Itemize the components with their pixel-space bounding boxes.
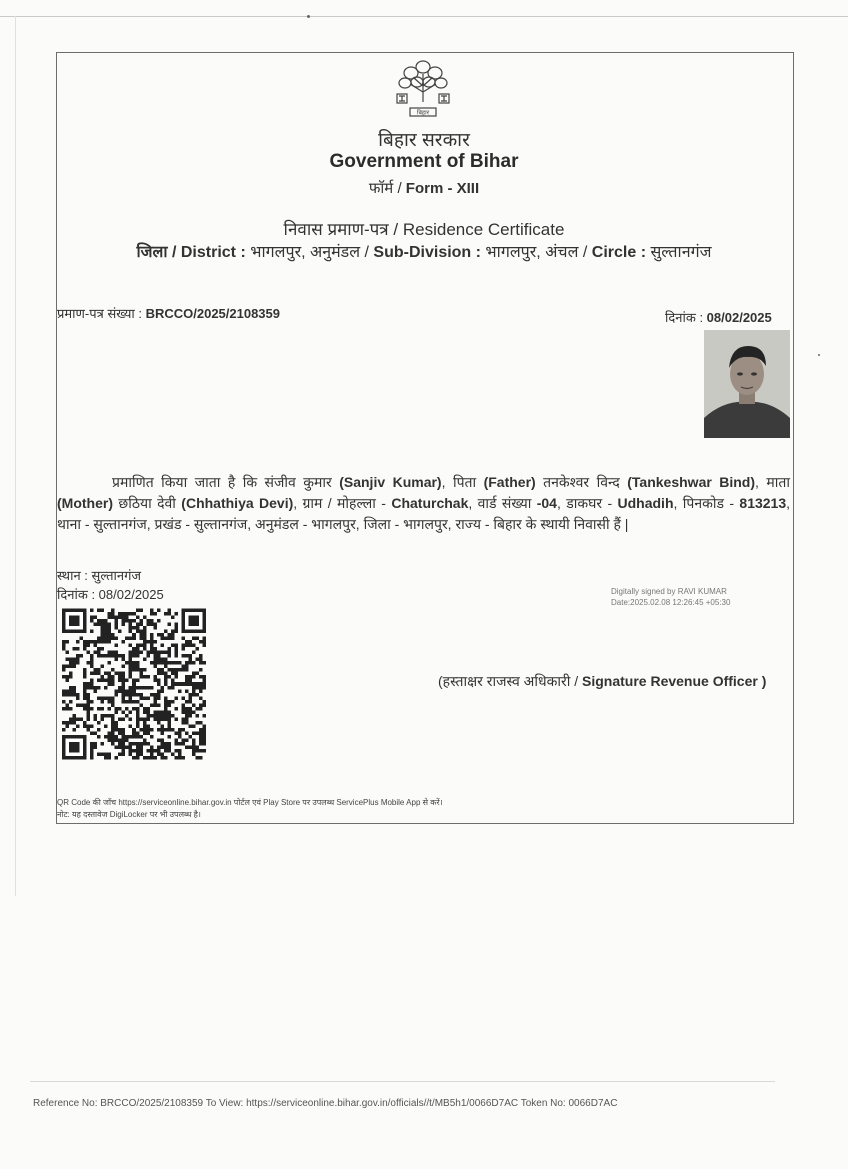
emblem-label: बिहार	[416, 109, 430, 117]
reference-line: Reference No: BRCCO/2025/2108359 To View: https://serviceonline.bihar.gov.in/officials//t/MB5h1/0066D7AC Token No: 0066D7AC	[33, 1098, 618, 1109]
qr-code[interactable]	[62, 608, 206, 760]
digilocker-note: नोट: यह दस्तावेज DigiLocker पर भी उपलब्ध है।	[57, 810, 201, 819]
digital-signature-name: Digitally signed by RAVI KUMAR	[611, 587, 727, 596]
certificate-title: निवास प्रमाण-पत्र / Residence Certificate	[283, 220, 565, 239]
place: स्थान : सुल्तानगंज	[57, 568, 142, 583]
reference-divider	[30, 1081, 775, 1082]
certificate-number: प्रमाण-पत्र संख्या : BRCCO/2025/2108359	[57, 306, 280, 321]
hindi-title: बिहार सरकार	[378, 130, 470, 151]
applicant-photo	[704, 330, 790, 438]
place-date: दिनांक : 08/02/2025	[57, 587, 164, 602]
digital-signature-date: Date:2025.02.08 12:26:45 +05:30	[611, 598, 731, 607]
bihar-emblem-icon	[392, 56, 454, 120]
government-title: Government of Bihar	[329, 151, 519, 172]
scan-speck	[307, 15, 310, 18]
form-number: फॉर्म / Form - XIII	[368, 180, 480, 197]
qr-verification-note: QR Code की जाँच https://serviceonline.bihar.gov.in पोर्टल एवं Play Store पर उपलब्ध ServicePlus Mobile App से करें।	[57, 798, 443, 807]
issue-date: दिनांक : 08/02/2025	[665, 310, 772, 325]
district-line: जिला / District : भागलपुर, अनुमंडल / Sub-Division : भागलपुर, अंचल / Circle : सुल्तानगंज	[136, 244, 712, 261]
signature-label: (हस्ताक्षर राजस्व अधिकारी / Signature Revenue Officer )	[438, 673, 767, 689]
scan-speck	[818, 354, 820, 356]
paper-edge-top	[0, 16, 848, 17]
certificate-body: प्रमाणित किया जाता है कि संजीव कुमार (Sanjiv Kumar), पिता (Father) तनकेश्वर विन्द (Tankeshwar Bind), माता (Mother) छठिया देवी (Chhathiya Devi), ग्राम / मोहल्ला - Chaturchak, वार्ड संख्या -04, डाकघर - Udhadih, पिनकोड - 813213, थाना - सुल्तानगंज, प्रखंड - सुल्तानगंज, अनुमंडल - भागलपुर, जिला - भागलपुर, राज्य - बिहार के स्थायी निवासी हैं |	[57, 474, 791, 532]
